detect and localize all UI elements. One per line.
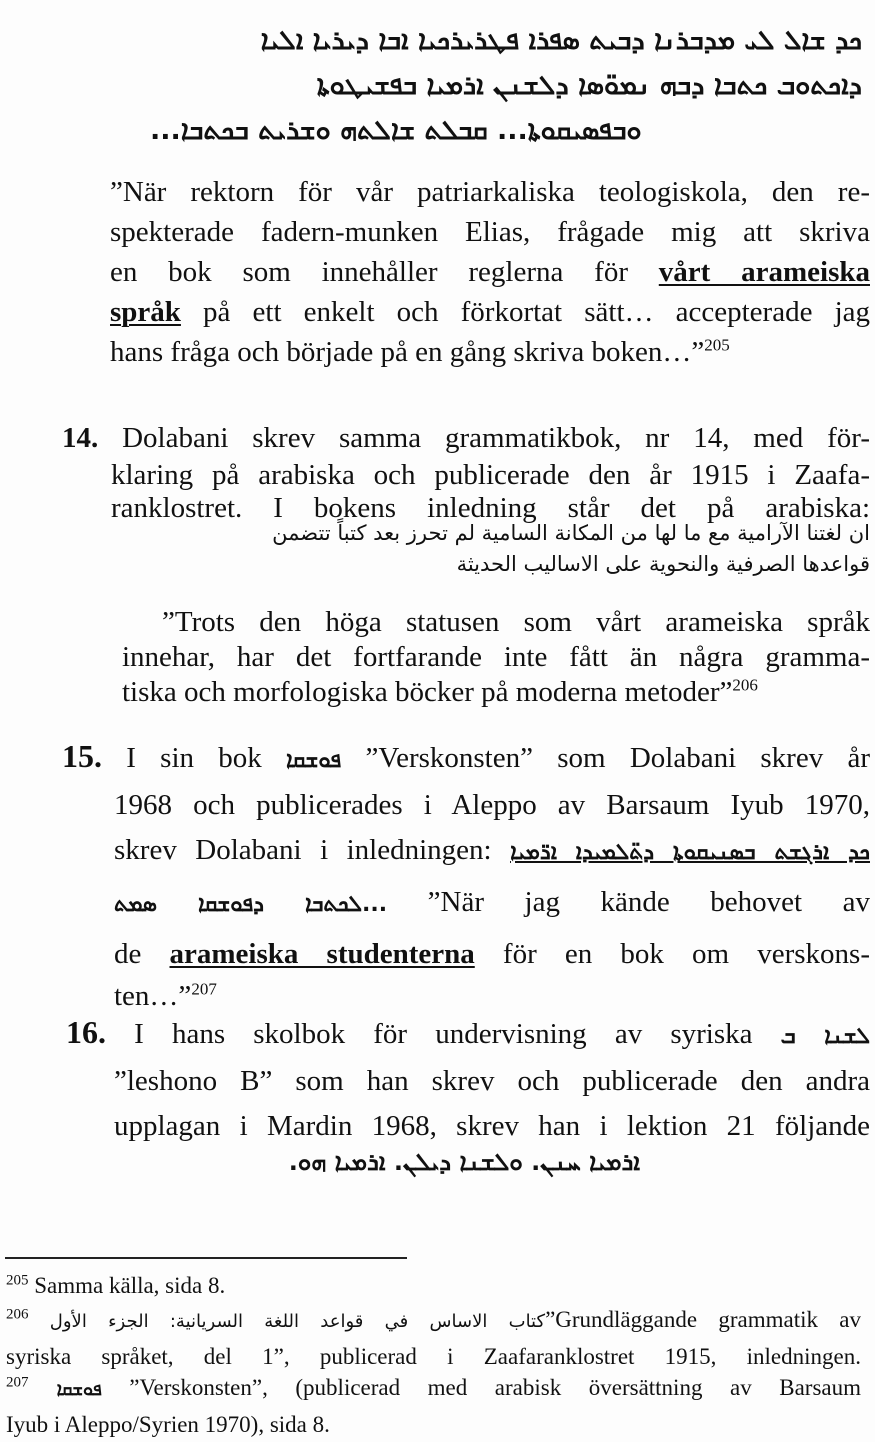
text-span: ten…” <box>114 980 192 1012</box>
syriac-title: ܦܘܫܩܐ <box>286 748 342 773</box>
underlined-emphasis: språk <box>110 296 181 328</box>
text-line: upplagan i Mardin 1968, skrev han i lektion 21 följande <box>114 1110 870 1142</box>
arabic-quote <box>112 518 870 580</box>
text-line: ”leshono B” som han skrev och publicerade den andra <box>114 1065 870 1097</box>
text-line <box>110 292 870 332</box>
text-span: tiska och morfologiska böcker på moderna metoder” <box>122 676 733 708</box>
text-span: en bok som innehåller reglerna för <box>110 256 659 288</box>
text-line <box>114 932 870 977</box>
text-line <box>62 418 870 458</box>
arabic-line: قواعدها الصرفية والنحوية على الاساليب الحديثة <box>456 552 870 576</box>
syriac-line: ܟܕ ܫܐܠ ܠܝ ܡܕܒܪܢܐ ܕܒܝܬ ܣܦܪܐ ܦܛܪܝܪܟܝܐ ܐܒܐ ܕܝܪܝܐ ܐܠܝܐ <box>260 25 862 56</box>
text-line: 1968 och publicerades i Aleppo av Barsaum Iyub 1970, <box>114 789 870 821</box>
text-line: innehar, har det fortfarande inte fått än några gramma- <box>122 641 870 673</box>
text-line <box>110 332 870 372</box>
syriac-intro-block <box>150 18 862 153</box>
item-14-body <box>62 458 870 524</box>
syriac-title: ܦܘܫܩܐ <box>28 1379 102 1400</box>
text-span: hans fråga och började på en gång skriva boken…” <box>110 336 705 368</box>
underlined-emphasis: vårt arameiska <box>658 256 870 288</box>
text-span: I sin bok <box>102 742 287 774</box>
footnote-ref: 207 <box>191 979 217 999</box>
footnote-number: 206 <box>6 1306 29 1323</box>
text-span: ”Verskonsten” som Dolabani skrev år <box>341 742 870 774</box>
quote-205 <box>110 172 870 372</box>
underlined-emphasis: arameiska studenterna <box>169 938 475 970</box>
footnote-ref: 205 <box>704 335 730 355</box>
footnote-ref: 206 <box>732 675 758 695</box>
footnote-205 <box>6 1268 861 1303</box>
text-line: ”Trots den höga statusen som vårt arameiska språk <box>162 606 870 638</box>
text-line: ranklostret. I bokens inledning står det på arabiska: <box>111 492 870 524</box>
footnote-206 <box>6 1302 861 1374</box>
text-span: ”När jag kände behovet av <box>387 886 870 918</box>
text-line: spekterade fadern-munken Elias, frågade mig att skriva <box>110 216 870 248</box>
item-15 <box>62 734 870 1015</box>
text-line <box>114 828 870 875</box>
text-line <box>62 734 870 783</box>
arabic-title: كتاب الاساس في قواعد اللغة السريانية: الجزء الأول <box>28 1311 546 1332</box>
footnote-line <box>6 1268 861 1303</box>
text-span: ”Grundläggande grammatik av <box>545 1307 861 1332</box>
footnote-line: syriska språket, del 1”, publicerad i Zaafaranklostret 1915, inledningen. <box>6 1344 861 1369</box>
text-span: Samma källa, sida 8. <box>28 1273 226 1298</box>
footnote-line: Iyub i Aleppo/Syrien 1970), sida 8. <box>6 1412 330 1437</box>
footnote-number: 207 <box>6 1374 29 1391</box>
text-span: Dolabani skrev samma grammatikbok, nr 14, med för- <box>98 422 870 454</box>
footnote-rule <box>5 1257 407 1259</box>
text-line: ”När rektorn för vår patriarkaliska teologiskola, den re- <box>110 176 870 208</box>
text-line <box>114 875 870 932</box>
item-14 <box>62 418 870 524</box>
text-line <box>66 1010 870 1059</box>
syriac-quote-16: ܐܪܡܝܐ ܚܢܢ. ܘܠܫܢܐ ܕܝܠܢ. ܐܪܡܝܐ ܗܘ. <box>288 1148 640 1176</box>
syriac-line: ܕܐܟܬܘܒ ܟܬܒܐ ܕܒܗ ܢܡܘ̈ܣܐ ܕܠܫܢܢ ܐܪܡܝܐ ܒܦܫܝܛܘܬܐ <box>316 70 862 101</box>
syriac-phrase: ܟܕ ܐܪܓܫܬ ܒܣܢܝܩܘܬܐ ܕܬ̈ܠܡܝܕܐ ܐܪ̈ܡܝܐ <box>510 840 870 865</box>
text-span: på ett enkelt och förkortat sätt… accepterade jag <box>180 296 870 328</box>
text-line <box>110 252 870 292</box>
footnote-line <box>6 1302 861 1339</box>
item-number: 16. <box>66 1014 106 1050</box>
footnote-line <box>6 1370 861 1407</box>
footnote-207 <box>6 1370 861 1442</box>
footnote-number: 205 <box>6 1272 29 1289</box>
text-line: klaring på arabiska och publicerade den år 1915 i Zaafa- <box>111 459 870 491</box>
text-span: I hans skolbok för undervisning av syriska <box>106 1018 781 1050</box>
syriac-phrase: ܠܫܢܐ ܒ <box>780 1024 870 1049</box>
item-16 <box>66 1010 870 1149</box>
item-16-body <box>66 1059 870 1149</box>
item-number: 14. <box>62 422 99 454</box>
text-line <box>122 675 870 710</box>
text-span: för en bok om verskons- <box>474 938 870 970</box>
text-span: de <box>114 938 170 970</box>
item-15-body <box>62 783 870 1015</box>
text-span: skrev Dolabani i inledningen: <box>114 834 511 866</box>
item-number: 15. <box>62 738 102 774</box>
arabic-line: ان لغتنا الآرامية مع ما لها من المكانة السامية لم تحرز بعد كتباً تتضمن <box>272 521 870 545</box>
syriac-phrase: ܠܟܬܒܐ ܕܦܘܫܩܐ ܣܡܬ... <box>114 892 388 917</box>
syriac-line: ܘܒܦܣܝܩܘܬܐ... ܩܒܠܬ ܫܐܠܬܗ ܘܫܪܝܬ ܒܟܬܒܐ... <box>150 115 642 146</box>
text-span: ”Verskonsten”, (publicerad med arabisk översättning av Barsaum <box>101 1375 861 1400</box>
quote-206 <box>122 605 870 710</box>
